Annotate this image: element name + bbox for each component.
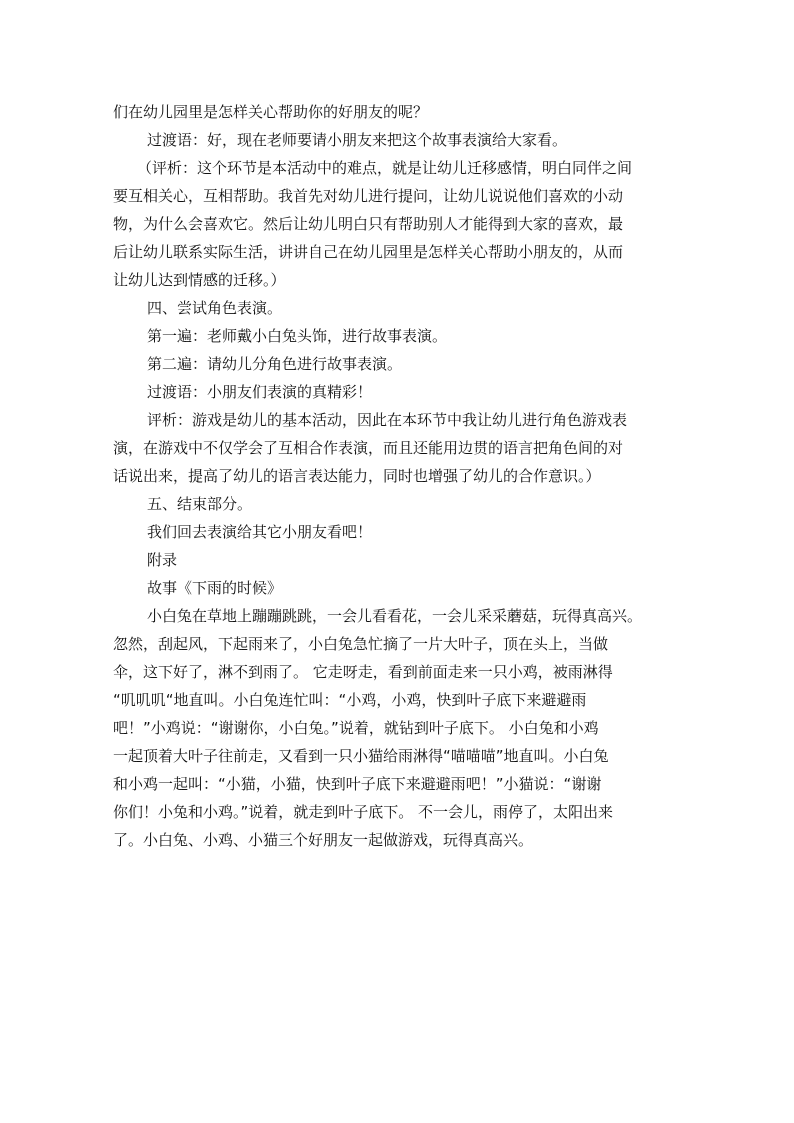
document-body: [113, 98, 683, 854]
text-line: 第一遍：老师戴小白兔头饰，进行故事表演。: [147, 327, 448, 345]
appendix-heading: 附录: [147, 551, 178, 569]
text-line: （评析：这个环节是本活动中的难点，就是让幼儿迁移感情，明白同伴之间: [137, 159, 633, 177]
text-line: 了。小白兔、小鸡、小猫三个好朋友一起做游戏，玩得真高兴。: [113, 831, 534, 849]
text-line: 物，为什么会喜欢它。然后让幼儿明白只有帮助别人才能得到大家的喜欢，最: [113, 215, 624, 233]
text-line: 演，在游戏中不仅学会了互相合作表演，而且还能用边贯的语言把角色间的对: [113, 439, 624, 457]
text-line: 吧！”小鸡说：“谢谢你，小白兔。”说着，就钻到叶子底下。 小白兔和小鸡: [113, 719, 599, 737]
story-title: 故事《下雨的时候》: [147, 579, 283, 597]
text-line: 要互相关心，互相帮助。我首先对幼儿进行提问，让幼儿说说他们喜欢的小动: [113, 187, 624, 205]
text-line: 你们！小兔和小鸡。”说着，就走到叶子底下。 不一会儿，雨停了，太阳出来: [113, 803, 614, 821]
text-line: 后让幼儿联系实际生活，讲讲自己在幼儿园里是怎样关心帮助小朋友的，从而: [113, 243, 624, 261]
text-line: 和小鸡一起叫：“小猫，小猫，快到叶子底下来避避雨吧！”小猫说：“谢谢: [113, 775, 602, 793]
text-line: 我们回去表演给其它小朋友看吧！: [147, 523, 373, 541]
text-line: 让幼儿达到情感的迁移。）: [113, 271, 286, 289]
text-line: 评析：游戏是幼儿的基本活动，因此在本环节中我让幼儿进行角色游戏表: [147, 411, 628, 429]
text-line: “叽叽叽“地直叫。小白兔连忙叫：“小鸡，小鸡，快到叶子底下来避避雨: [113, 691, 587, 709]
text-line: 一起顶着大叶子往前走，又看到一只小猫给雨淋得“喵喵喵”地直叫。小白兔: [113, 747, 609, 765]
text-line: 伞，这下好了，淋不到雨了。 它走呀走，看到前面走来一只小鸡，被雨淋得: [113, 663, 613, 681]
section-heading: 五、结束部分。: [147, 495, 253, 513]
section-heading: 四、尝试角色表演。: [147, 299, 283, 317]
text-line: 过渡语：好，现在老师要请小朋友来把这个故事表演给大家看。: [147, 131, 568, 149]
text-line: 们在幼儿园里是怎样关心帮助你的好朋友的呢？: [113, 103, 429, 121]
text-line: 过渡语：小朋友们表演的真精彩！: [147, 383, 373, 401]
text-line: 第二遍：请幼儿分角色进行故事表演。: [147, 355, 403, 373]
text-line: 忽然，刮起风，下起雨来了，小白兔急忙摘了一片大叶子，顶在头上，当做: [113, 635, 609, 653]
text-line: 话说出来，提高了幼儿的语言表达能力，同时也增强了幼儿的合作意识。）: [113, 467, 601, 485]
text-line: 小白兔在草地上蹦蹦跳跳，一会儿看看花，一会儿采采蘑菇，玩得真高兴。: [147, 607, 643, 625]
